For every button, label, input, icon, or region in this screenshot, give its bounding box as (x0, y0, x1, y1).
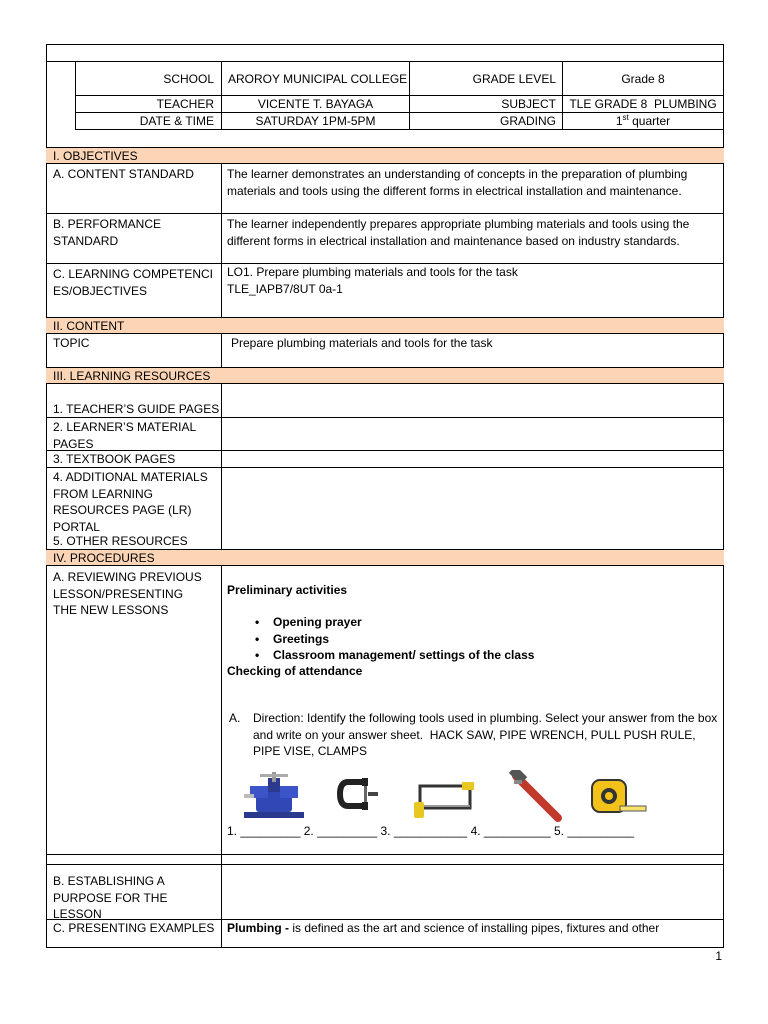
list-item: • Greetings (227, 631, 717, 648)
content-heading: II. CONTENT (53, 319, 125, 333)
resource-item: 2. LEARNER’S MATERIAL PAGES (53, 420, 196, 451)
competencies-label: C. LEARNING COMPETENCIES/OBJECTIVES (53, 267, 214, 298)
header-col-2 (409, 61, 410, 129)
school-value: AROROY MUNICIPAL COLLEGE (228, 72, 408, 86)
c-clamp-image (336, 776, 378, 814)
teacher-label: TEACHER (156, 97, 214, 111)
objectives-heading-row (46, 147, 724, 164)
preliminary-heading: Preliminary activities (227, 583, 348, 597)
grading-label: GRADING (499, 114, 556, 128)
school-label: SCHOOL (163, 72, 214, 86)
grading-value: 1st quarter (615, 113, 671, 128)
direction-marker: A. (229, 711, 241, 725)
col-divider (221, 566, 222, 948)
pipe-vise-image (242, 772, 306, 822)
performance-text: The learner independently prepares appropriate plumbing materials and tools using the different forms in electrical installation and maintenance based on industry standards. (227, 217, 690, 248)
resource-item: 1. TEACHER’S GUIDE PAGES (53, 402, 220, 416)
subject-label: SUBJECT (501, 97, 556, 111)
teacher-value: VICENTE T. BAYAGA (257, 97, 374, 111)
pipe-wrench-image (508, 770, 564, 822)
header-row-line-1 (46, 61, 724, 62)
resource-item: 4. ADDITIONAL MATERIALS FROM LEARNING RESOURCES PAGE (LR) PORTAL (53, 470, 208, 534)
row-line (46, 864, 724, 865)
procedure-c-text: Plumbing - is defined as the art and science of installing pipes, fixtures and other (227, 921, 660, 935)
competencies-line-2: TLE_IAPB7/8UT 0a-1 (227, 282, 343, 296)
topic-label: TOPIC (53, 336, 90, 350)
subject-value: TLE GRADE 8 PLUMBING (569, 97, 717, 111)
page-number: 1 (715, 949, 722, 963)
content-standard-text: The learner demonstrates an understanding of concepts in the preparation of plumbing materials and tools using the different forms in electrical installation and maintenance. (227, 167, 688, 198)
content-heading-row (46, 317, 724, 334)
procedure-a-label: A. REVIEWING PREVIOUS LESSON/PRESENTING THE NEW LESSONS (53, 570, 202, 617)
grade-level-label: GRADE LEVEL (472, 72, 556, 86)
procedures-heading: IV. PROCEDURES (53, 551, 155, 565)
row-line (46, 854, 724, 855)
preliminary-list (227, 614, 717, 664)
hack-saw-image (414, 778, 476, 820)
performance-label: B. PERFORMANCE STANDARD (53, 217, 162, 248)
objectives-heading: I. OBJECTIVES (53, 149, 138, 163)
datetime-label: DATE & TIME (139, 114, 214, 128)
procedure-b-label: B. ESTABLISHING A PURPOSE FOR THE LESSON (53, 874, 168, 921)
datetime-value: SATURDAY 1PM-5PM (255, 114, 376, 128)
procedure-c-label: C. PRESENTING EXAMPLES (53, 921, 215, 935)
resources-heading: III. LEARNING RESOURCES (53, 369, 211, 383)
tape-measure-image (590, 778, 648, 818)
topic-text: Prepare plumbing materials and tools for the task (231, 336, 493, 350)
content-standard-label: A. CONTENT STANDARD (53, 167, 194, 181)
list-item: • Classroom management/ settings of the class (227, 647, 717, 664)
answer-line: 1. _________ 2. _________ 3. ___________ 4. __________ 5. __________ (227, 824, 635, 838)
competencies-line-1: LO1. Prepare plumbing materials and tools for the task (227, 265, 518, 279)
direction-text: Direction: Identify the following tools used in plumbing. Select your answer from the box and write on your answer sheet. HACK SAW, PIPE WRENCH, PULL PUSH RULE, PIPE VISE, CLAMPS (253, 711, 721, 758)
grade-level-value: Grade 8 (621, 72, 665, 86)
list-item: • Opening prayer (227, 614, 717, 631)
col-divider (221, 334, 222, 367)
resource-item: 3. TEXTBOOK PAGES (53, 452, 176, 466)
attendance-heading: Checking of attendance (227, 664, 363, 678)
resource-item: 5. OTHER RESOURCES (53, 534, 188, 548)
